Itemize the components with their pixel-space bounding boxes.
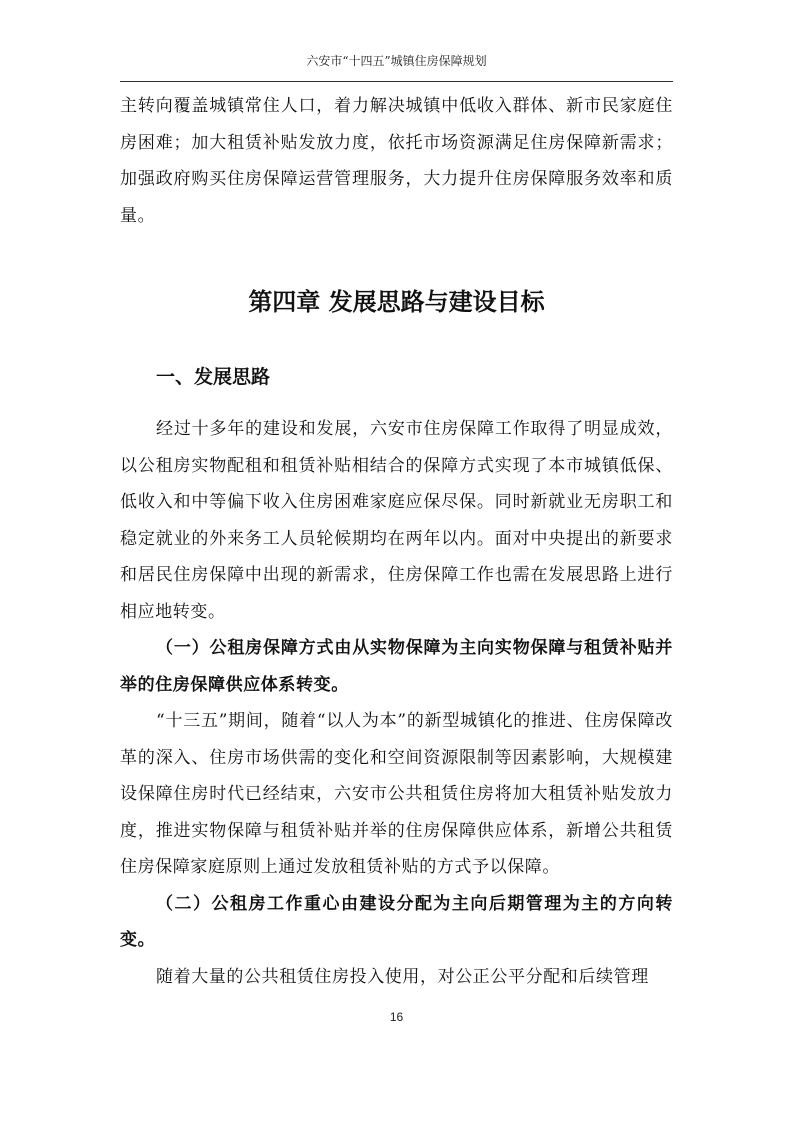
subsection-heading: （二）公租房工作重心由建设分配为主向后期管理为主的方向转变。	[120, 893, 673, 950]
page-number: 16	[389, 1010, 404, 1024]
section-title: 一、发展思路	[156, 366, 271, 388]
chapter-title: 第四章 发展思路与建设目标	[248, 288, 545, 316]
body-paragraph: 经过十多年的建设和发展，六安市住房保障工作取得了明显成效，以公租房实物配租和租赁补贴相结合的保障方式实现了本市城镇低保、低收入和中等偏下收入住房困难家庭应保尽保。同时新就业无房职工和稳定就业的外来务工人员轮候期均在两年以内。面对中央提出的新要求和居民住房保障中出现的新需求，住房保障工作也需在发展思路上进行相应地转变。	[120, 419, 673, 622]
page-header: 六安市“十四五”城镇住房保障规划	[306, 54, 487, 68]
intro-block	[120, 88, 673, 234]
body-block	[120, 411, 673, 995]
intro-paragraph: 主转向覆盖城镇常住人口，着力解决城镇中低收入群体、新市民家庭住房困难；加大租赁补贴发放力度，依托市场资源满足住房保障新需求；加强政府购买住房保障运营管理服务，大力提升住房保障服务效率和质量。	[120, 96, 673, 226]
header-divider	[120, 81, 673, 82]
subsection-heading: （一）公租房保障方式由从实物保障为主向实物保障与租赁补贴并举的住房保障供应体系转变。	[120, 638, 673, 695]
body-paragraph: 随着大量的公共租赁住房投入使用，对公正公平分配和后续管理	[156, 966, 649, 987]
body-paragraph: “十三五”期间，随着“以人为本”的新型城镇化的推进、住房保障改革的深入、住房市场供需的变化和空间资源限制等因素影响，大规模建设保障住房时代已经结束，六安市公共租赁住房将加大租赁补贴发放力度，推进实物保障与租赁补贴并举的住房保障供应体系，新增公共租赁住房保障家庭原则上通过发放租赁补贴的方式予以保障。	[120, 711, 673, 877]
